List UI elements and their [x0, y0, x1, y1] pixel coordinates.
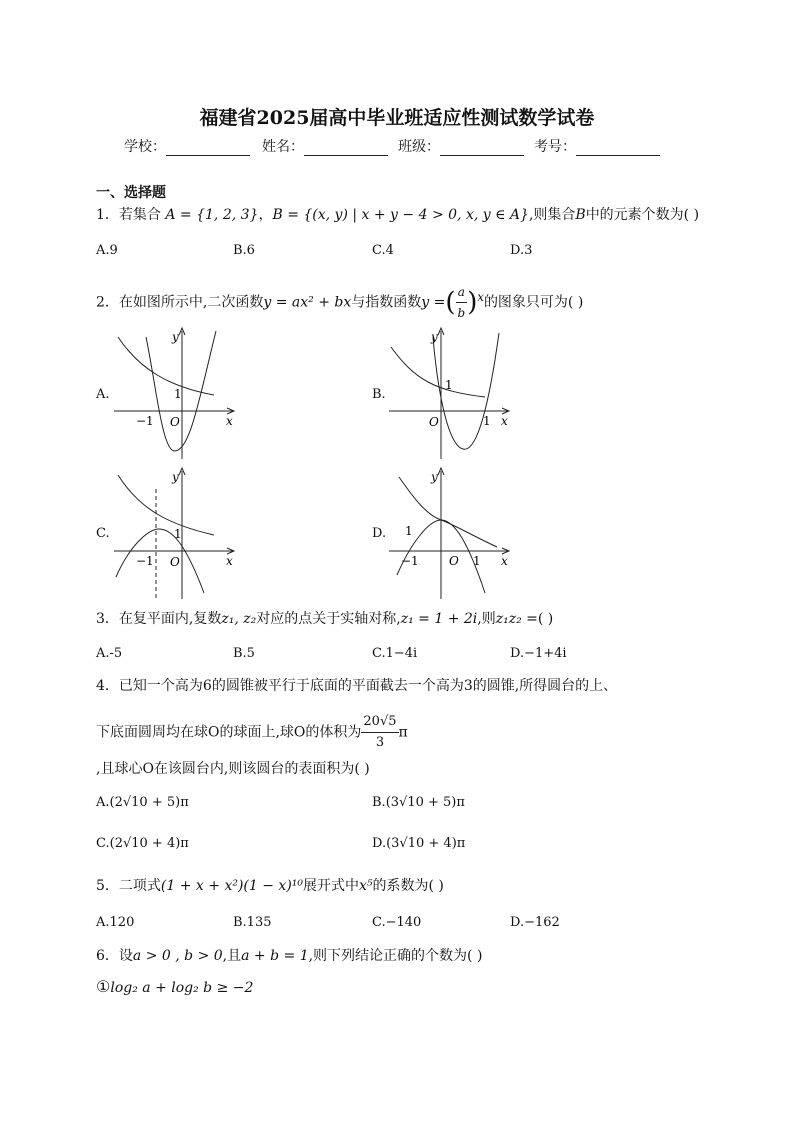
graph-c-y-label: y: [172, 470, 179, 484]
graph-d-y-label: y: [431, 470, 438, 484]
q2-text-c: 的图象只可为( ): [483, 294, 584, 311]
q3-option-c-value: 1−4i: [385, 646, 418, 661]
q6-text-c: ,则下列结论正确的个数为( ): [308, 948, 483, 964]
q6-text-a: 设: [118, 948, 133, 964]
graph-c-origin: O: [170, 555, 180, 569]
number-label: 考号：: [534, 139, 576, 155]
graph-c-x-label: x: [226, 554, 233, 568]
q1-number: 1．: [96, 207, 119, 223]
graph-d-origin: O: [449, 554, 459, 568]
graph-d-x-label: x: [501, 554, 508, 568]
section-heading: 一、选择题: [96, 185, 166, 201]
q3-option-d-value: −1+4i: [524, 646, 567, 661]
q1-text-a: 若集合: [118, 207, 161, 223]
graph-a-x-label: x: [226, 414, 233, 428]
q6-number: 6．: [96, 948, 119, 964]
q1-text-b: ,则集合: [528, 207, 576, 223]
question-1: [96, 205, 699, 225]
q4-option-c[interactable]: [96, 836, 189, 851]
q4-option-b-value: (3√10 + 5)π: [385, 795, 465, 810]
q1-option-c[interactable]: C.4: [372, 243, 394, 258]
graph-b-x-label: x: [501, 414, 508, 428]
number-blank[interactable]: [576, 141, 660, 156]
q5-number: 5．: [96, 878, 119, 894]
graph-d-label[interactable]: D.: [372, 526, 387, 541]
graph-c-neg-one: −1: [136, 554, 154, 568]
graph-d-one: 1: [405, 524, 413, 538]
graph-a: [110, 325, 240, 460]
question-2: 2．在如图所示中,二次函数y = ax² + bx与指数函数y =( $\frac{a}{b}$ )$^x$的图象只可为( ): [96, 282, 583, 323]
q5-term: x⁵: [359, 878, 373, 894]
class-blank[interactable]: [440, 141, 524, 156]
name-label: 姓名：: [262, 139, 304, 155]
question-3: [96, 609, 553, 629]
q3-option-b[interactable]: B.5: [233, 646, 255, 661]
q4-option-a[interactable]: [96, 795, 189, 810]
q1-option-a[interactable]: A.9: [96, 243, 118, 258]
q3-option-c[interactable]: [372, 646, 417, 661]
q2-number: 2．: [96, 294, 119, 311]
q3-eq: z₁ = 1 + 2i: [400, 611, 478, 627]
q4-line-1: 已知一个高为6的圆锥被平行于底面的平面截去一个高为3的圆锥,所得圆台的上、: [118, 678, 618, 694]
q4-option-a-value: (2√10 + 5)π: [109, 795, 189, 810]
school-label: 学校：: [124, 139, 166, 155]
q2-text-b: 与指数函数: [351, 294, 422, 311]
graph-c-one: 1: [174, 527, 182, 541]
question-4: [96, 676, 617, 696]
q5-text-c: 的系数为( ): [372, 878, 444, 894]
q5-text-b: 展开式中: [303, 878, 359, 894]
q3-option-c-label: C.: [372, 646, 386, 661]
q4-line-3: ,且球心O在该圆台内,则该圆台的表面积为( ): [96, 761, 370, 777]
graph-b-x-one: 1: [483, 414, 491, 428]
school-field: [124, 136, 252, 156]
q4-option-c-label: C.: [96, 836, 110, 851]
q2-quadratic: y = ax² + bx: [263, 294, 352, 311]
question-6: [96, 946, 482, 966]
q4-option-d[interactable]: [372, 836, 465, 851]
q3-expr: z₁z₂ =: [495, 611, 538, 627]
graph-a-label[interactable]: A.: [96, 387, 110, 402]
q1-option-d[interactable]: D.3: [510, 243, 533, 258]
school-blank[interactable]: [166, 141, 250, 156]
q5-text-a: 二项式: [118, 878, 161, 894]
q3-option-d[interactable]: [510, 646, 567, 661]
q6-text-b: ,且: [222, 948, 242, 964]
graph-c-label[interactable]: C.: [96, 526, 110, 541]
q4-number: 4．: [96, 678, 119, 694]
q3-text-d: ( ): [537, 611, 554, 627]
q4-option-d-label: D.: [372, 836, 387, 851]
q4-option-d-value: (3√10 + 4)π: [386, 836, 466, 851]
q4-option-b-label: B.: [372, 795, 386, 810]
q6-item-1-mark: ①: [96, 977, 111, 996]
q1-text-c: 中的元素个数为( ): [585, 207, 700, 223]
q1-option-b[interactable]: B.6: [233, 243, 255, 258]
q3-option-d-label: D.: [510, 646, 525, 661]
q2-exp: x: [477, 289, 484, 304]
graph-b-one: 1: [445, 378, 453, 392]
q4-line-2-wrap: [96, 712, 408, 753]
number-field: [534, 136, 662, 156]
q1-set-b: B = {(x, y) | x + y − 4 > 0, x, y ∈ A}: [272, 207, 529, 223]
q4-option-c-value: (2√10 + 4)π: [109, 836, 189, 851]
q5-option-b[interactable]: B.135: [233, 915, 272, 930]
q3-text-b: 对应的点关于实轴对称,: [256, 611, 401, 627]
q4-volume: [361, 712, 398, 753]
q3-option-a[interactable]: A.-5: [96, 646, 123, 661]
name-field: [262, 136, 390, 156]
class-field: [398, 136, 526, 156]
q5-option-c[interactable]: C.−140: [372, 915, 422, 930]
q3-text-a: 在复平面内,复数: [118, 611, 222, 627]
q2-text-a: 在如图所示中,二次函数: [118, 294, 264, 311]
q1-sep: ，: [258, 207, 273, 223]
graph-b-y-label: y: [431, 330, 438, 344]
q4-pi: π: [398, 724, 408, 741]
q4-line-2: 下底面圆周均在球O的球面上,球O的体积为: [96, 724, 362, 741]
q4-option-b[interactable]: [372, 795, 465, 810]
q1-set-a: A = {1, 2, 3}: [165, 207, 259, 223]
question-5: [96, 876, 444, 896]
q6-item-1-text: log₂ a + log₂ b ≥ −2: [110, 980, 254, 996]
q2-fraction: [456, 282, 468, 323]
name-blank[interactable]: [304, 141, 388, 156]
graph-b: [385, 325, 515, 460]
graph-b-origin: O: [429, 415, 439, 429]
q4-option-a-label: A.: [96, 795, 110, 810]
q2-frac-den: b: [457, 306, 466, 320]
q6-cond: a > 0 , b > 0: [132, 948, 223, 964]
q2-frac-num: a: [456, 282, 468, 303]
q3-z1z2: z₁, z₂: [221, 611, 257, 627]
q5-option-d[interactable]: D.−162: [510, 915, 560, 930]
q3-number: 3．: [96, 611, 119, 627]
graph-d-x-one: 1: [473, 554, 481, 568]
graph-d-neg-one: −1: [401, 554, 419, 568]
graph-b-label[interactable]: B.: [372, 387, 386, 402]
graph-a-y-label: y: [172, 330, 179, 344]
graph-d: [385, 465, 515, 600]
graph-a-one: 1: [174, 387, 182, 401]
class-label: 班级：: [398, 139, 440, 155]
q3-text-c: ,则: [477, 611, 496, 627]
q4-vol-den: 3: [375, 735, 385, 750]
graph-a-origin: O: [170, 415, 180, 429]
q5-option-a[interactable]: A.120: [96, 915, 135, 930]
graph-a-neg-one: −1: [136, 414, 154, 428]
graph-c: [110, 465, 240, 600]
q6-item-1[interactable]: [96, 977, 253, 998]
q4-vol-num: 20√5: [361, 712, 398, 733]
q1-b: B: [575, 207, 586, 223]
exam-title: 福建省2025届高中毕业班适应性测试数学试卷: [199, 107, 595, 129]
q2-y-eq: y =: [421, 294, 446, 311]
q5-expr: (1 + x + x²)(1 − x)¹⁰: [160, 878, 303, 894]
q6-sum: a + b = 1: [241, 948, 309, 964]
